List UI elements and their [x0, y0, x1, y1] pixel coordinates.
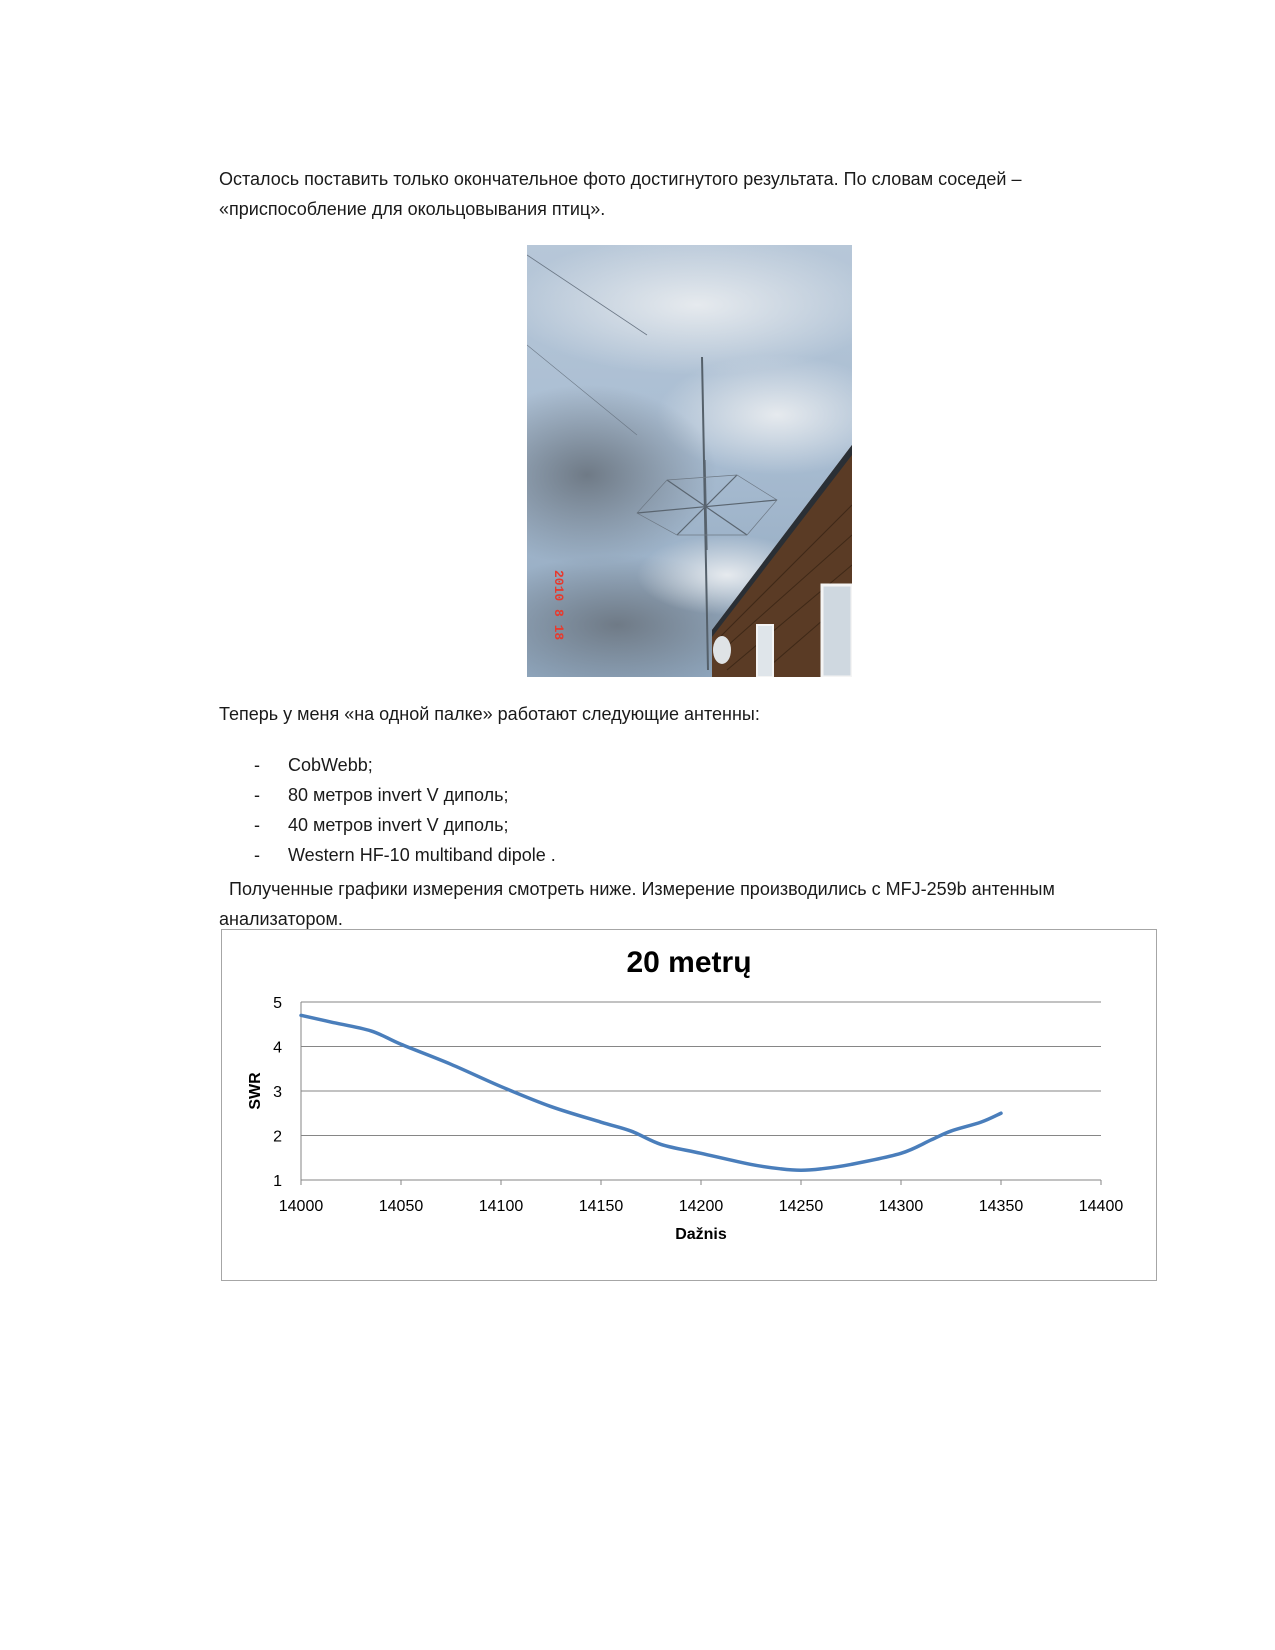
- y-tick-label: 2: [273, 1128, 282, 1146]
- y-tick-label: 5: [273, 995, 282, 1012]
- antenna-list: [219, 750, 556, 870]
- series-line: [301, 1015, 1001, 1170]
- x-tick-label: 14350: [978, 1198, 1024, 1215]
- x-axis-label: Dažnis: [675, 1226, 727, 1243]
- antenna-photo: [527, 245, 852, 677]
- list-item: [219, 780, 556, 810]
- antennas-intro-paragraph: Теперь у меня «на одной палке» работают следующие антенны:: [219, 704, 760, 724]
- list-item-text: 80 метров invert V диполь;: [288, 785, 509, 805]
- antenna-photo-graphic: [527, 245, 852, 677]
- list-bullet: -: [254, 815, 260, 835]
- list-bullet: -: [254, 755, 260, 775]
- swr-chart-plot: [222, 930, 1158, 1282]
- measurements-paragraph: Полученные графики измерения смотреть ниже. Измерение производились с MFJ-259b антенным анализатором.: [219, 879, 1060, 929]
- swr-chart: [221, 929, 1157, 1281]
- intro-paragraph: Осталось поставить только окончательное фото достигнутого результата. По словам соседей – «приспособление для окольцовывания птиц».: [219, 169, 1022, 219]
- x-tick-label: 14100: [478, 1198, 524, 1215]
- x-tick-label: 14400: [1078, 1198, 1124, 1215]
- y-tick-label: 3: [273, 1084, 282, 1101]
- chart-title: 20 metrų: [626, 946, 752, 979]
- photo-date-stamp: 2010 8 18: [551, 570, 566, 641]
- y-tick-label: 1: [273, 1173, 282, 1190]
- x-tick-label: 14250: [778, 1198, 824, 1215]
- list-bullet: -: [254, 785, 260, 805]
- list-item-text: CobWebb;: [288, 755, 373, 775]
- list-bullet: -: [254, 845, 260, 865]
- x-tick-label: 14150: [578, 1198, 624, 1215]
- x-tick-label: 14050: [378, 1198, 424, 1215]
- list-item-text: 40 метров invert V диполь;: [288, 815, 509, 835]
- y-tick-label: 4: [273, 1039, 282, 1057]
- list-item-text: Western HF-10 multiband dipole .: [288, 845, 556, 865]
- x-tick-label: 14200: [678, 1198, 724, 1215]
- list-item: [219, 750, 556, 780]
- x-tick-label: 14300: [878, 1198, 924, 1215]
- list-item: [219, 810, 556, 840]
- x-tick-label: 14000: [278, 1198, 324, 1215]
- list-item: [219, 840, 556, 870]
- y-axis-label: SWR: [247, 1072, 264, 1110]
